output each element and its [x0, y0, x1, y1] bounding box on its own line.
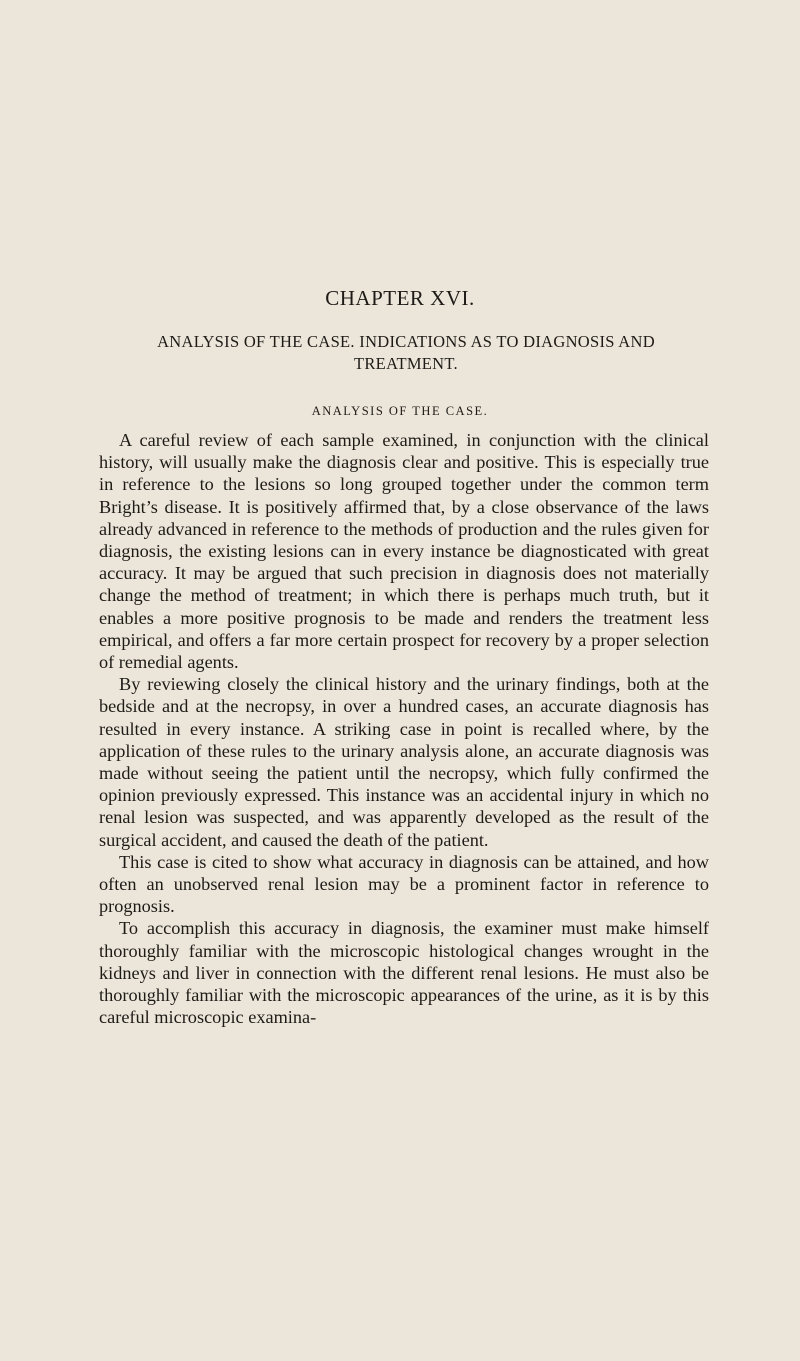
paragraph: To accomplish this accuracy in diagnosis, the examiner must make himself thoroughly familiar with the microscopic histological changes wrought in the kidneys and liver in connection with the different renal lesions. He must also be thoroughly familiar with the microscopic appearances of the urine, as it is by this careful microscopic examina- [99, 918, 709, 1028]
paragraph: By reviewing closely the clinical history and the urinary findings, both at the bedside and at the necropsy, in over a hundred cases, an accurate diagnosis has resulted in every instance. A striking case in point is recalled where, by the application of these rules to the urinary analysis alone, an accurate diagnosis was made without seeing the patient until the necropsy, which fully confirmed the opinion previously expressed. This instance was an accidental injury in which no renal lesion was suspected, and was apparently developed as the result of the surgical accident, and caused the death of the patient. [99, 674, 709, 850]
body-text [99, 429, 709, 1028]
chapter-title: CHAPTER XVI. [325, 286, 475, 310]
chapter-subtitle: ANALYSIS OF THE CASE. INDICATIONS AS TO DIAGNOSIS AND TREATMENT. [157, 332, 655, 373]
paragraph: A careful review of each sample examined, in conjunction with the clinical history, will usually make the diagnosis clear and positive. This is especially true in reference to the lesions so long grouped together under the common term Bright’s disease. It is positively affirmed that, by a close observance of the laws already advanced in reference to the methods of production and the rules given for diagnosis, the existing lesions can in every instance be diagnosticated with great accuracy. It may be argued that such precision in diagnosis does not materially change the method of treatment; in which there is perhaps much truth, but it enables a more positive prognosis to be made and renders the treatment less empirical, and offers a far more certain prospect for recovery by a proper selection of remedial agents. [99, 430, 709, 673]
section-heading: ANALYSIS OF THE CASE. [311, 404, 489, 418]
paragraph: This case is cited to show what accuracy in diagnosis can be attained, and how often an unobserved renal lesion may be a prominent factor in reference to prognosis. [99, 851, 709, 917]
